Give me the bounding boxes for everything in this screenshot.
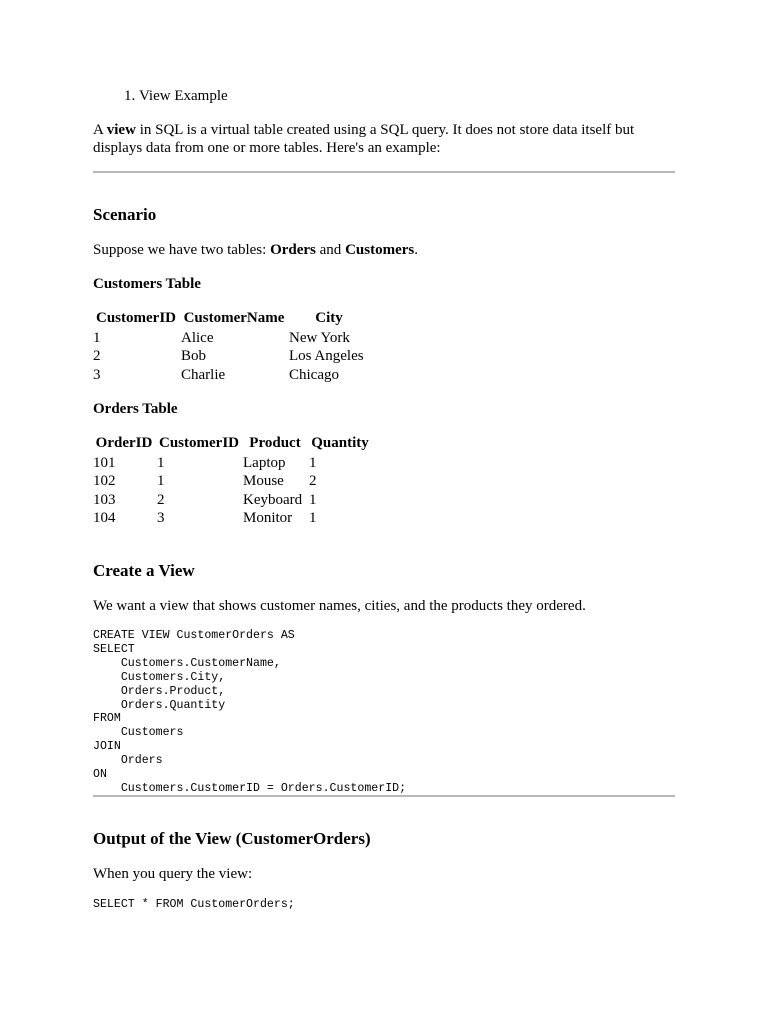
intro-term-view: view — [106, 122, 136, 138]
table-cell: 1 — [93, 329, 101, 346]
table-cell: Charlie — [181, 366, 226, 383]
table-row — [93, 454, 373, 473]
customers-col-header: CustomerName — [183, 310, 285, 326]
orders-col-header: CustomerID — [159, 435, 239, 451]
customers-table-header-row — [93, 309, 371, 329]
customers-table-title: Customers Table — [93, 276, 201, 292]
table-cell: Mouse — [243, 473, 284, 489]
create-view-paragraph: We want a view that shows customer names, cities, and the products they ordered. — [93, 598, 586, 614]
table-row — [93, 347, 371, 366]
table-cell: 3 — [157, 510, 165, 526]
list-item-view-example: 1. View Example — [139, 87, 228, 105]
table-row — [93, 472, 373, 491]
table-row — [93, 366, 371, 385]
table-cell: 1 — [309, 454, 317, 471]
scenario-text-mid: and — [315, 242, 346, 258]
table-cell: 1 — [157, 473, 165, 489]
customers-col-header: CustomerID — [96, 310, 176, 326]
intro-prefix: A — [93, 122, 107, 138]
table-row — [93, 491, 373, 510]
table-cell: Laptop — [243, 454, 286, 471]
orders-col-header: OrderID — [95, 435, 153, 451]
table-cell: 104 — [93, 510, 116, 526]
scenario-heading: Scenario — [93, 205, 157, 224]
table-cell: 103 — [93, 491, 116, 508]
horizontal-rule-2 — [93, 795, 675, 797]
select-code-block: SELECT * FROM CustomerOrders; — [93, 898, 295, 911]
create-view-code-block: CREATE VIEW CustomerOrders AS SELECT Customers.CustomerName, Customers.City, Orders.Product, Orders.Quantity FROM Customers JOIN Orders ON Customers.CustomerID = Orders.CustomerID; — [93, 629, 407, 795]
output-heading: Output of the View (CustomerOrders) — [93, 829, 371, 848]
output-paragraph: When you query the view: — [93, 866, 253, 882]
customers-table — [93, 309, 371, 384]
horizontal-rule-1 — [93, 171, 675, 173]
table-cell: Alice — [181, 329, 214, 346]
table-cell: Chicago — [289, 366, 339, 383]
table-cell: 101 — [93, 454, 116, 471]
orders-col-header: Product — [249, 435, 301, 451]
table-cell: 2 — [93, 348, 101, 364]
scenario-table-customers: Customers — [345, 242, 415, 258]
table-cell: Keyboard — [243, 491, 303, 508]
table-cell: 1 — [309, 510, 317, 526]
table-cell: 102 — [93, 473, 116, 489]
scenario-text-suffix: . — [414, 242, 418, 258]
intro-paragraph — [93, 121, 675, 157]
table-cell: 2 — [309, 473, 317, 489]
customers-col-header: City — [315, 310, 343, 326]
orders-table-title: Orders Table — [93, 401, 178, 417]
table-cell: 1 — [309, 491, 317, 508]
table-cell: Monitor — [243, 510, 293, 526]
orders-col-header: Quantity — [311, 435, 369, 451]
table-cell: Los Angeles — [289, 348, 364, 364]
scenario-paragraph — [93, 241, 418, 259]
table-cell: New York — [289, 329, 350, 346]
table-cell: Bob — [181, 348, 207, 364]
create-view-heading: Create a View — [93, 561, 195, 580]
orders-table-header-row — [93, 434, 373, 454]
numbered-list — [93, 87, 228, 105]
orders-table — [93, 434, 373, 528]
table-cell: 1 — [157, 454, 165, 471]
table-cell: 2 — [157, 491, 165, 508]
table-row — [93, 329, 371, 348]
table-cell: 3 — [93, 366, 101, 383]
intro-rest: in SQL is a virtual table created using a SQL query. It does not store data itself but displays data from one or more tables. Here's an example: — [93, 122, 635, 156]
scenario-text-prefix: Suppose we have two tables: — [93, 242, 271, 258]
scenario-table-orders: Orders — [270, 242, 316, 258]
table-row — [93, 509, 373, 528]
